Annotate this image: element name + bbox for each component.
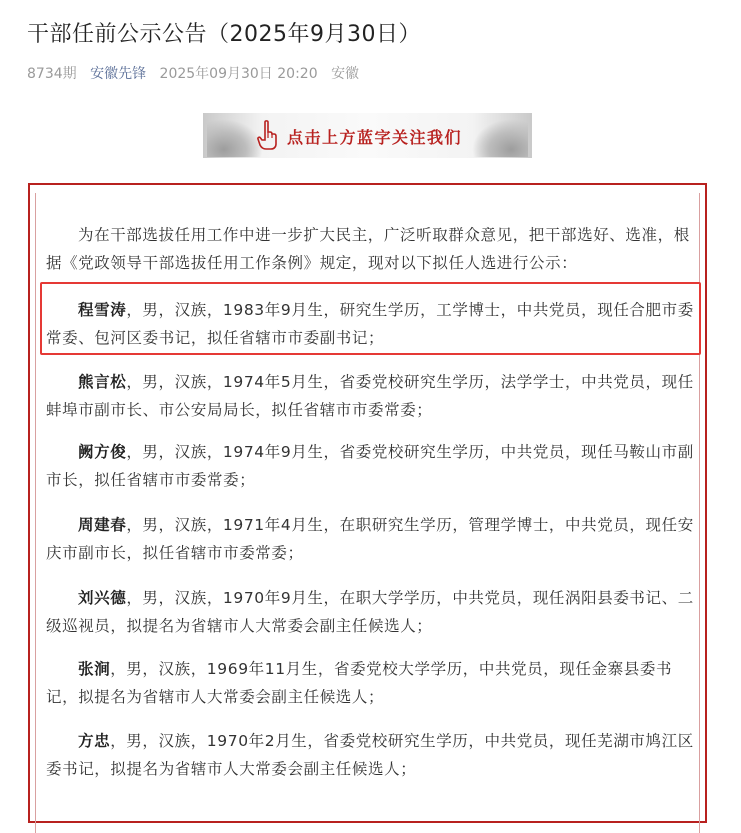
candidate-name: 程雪涛 (78, 301, 127, 319)
candidate-details: ，男，汉族，1971年4月生，在职研究生学历，管理学博士，中共党员，现任安庆市副市长，拟任省辖市市委常委； (46, 516, 694, 562)
candidate-item (46, 511, 696, 567)
mountain-decoration-right (472, 119, 528, 157)
candidate-item (46, 368, 696, 424)
follow-banner[interactable] (203, 113, 532, 158)
candidate-item (46, 296, 696, 352)
candidate-name: 熊言松 (78, 373, 127, 391)
issue-number: 8734期 (27, 66, 77, 82)
candidate-item (46, 438, 696, 494)
intro-paragraph (46, 221, 696, 277)
publish-location: 安徽 (331, 66, 360, 82)
candidate-name: 刘兴德 (78, 589, 127, 607)
intro-text: 为在干部选拔任用工作中进一步扩大民主，广泛听取群众意见，把干部选好、选准，根据《党政领导干部选拔任用工作条例》规定，现对以下拟任人选进行公示： (46, 226, 690, 272)
candidate-item (46, 584, 696, 640)
candidate-details: ，男，汉族，1970年9月生，在职大学学历，中共党员，现任涡阳县委书记、二级巡视员，拟提名为省辖市人大常委会副主任候选人； (46, 589, 694, 635)
account-name-link[interactable]: 安徽先锋 (90, 66, 147, 82)
candidate-details: ，男，汉族，1974年5月生，省委党校研究生学历，法学学士，中共党员，现任蚌埠市副市长、市公安局局长，拟任省辖市市委常委； (46, 373, 694, 419)
follow-prompt-text: 点击上方蓝字关注我们 (287, 128, 463, 147)
publish-datetime: 2025年09月30日 20:20 (159, 66, 318, 82)
candidate-details: ，男，汉族，1970年2月生，省委党校研究生学历，中共党员，现任芜湖市鸠江区委书记，拟提名为省辖市人大常委会副主任候选人； (46, 732, 694, 778)
candidate-item (46, 727, 696, 783)
article-meta (27, 63, 368, 83)
candidate-name: 张涧 (78, 660, 111, 678)
candidate-name: 阙方俊 (78, 443, 127, 461)
candidate-item (46, 655, 696, 711)
candidate-details: ，男，汉族，1983年9月生，研究生学历，工学博士，中共党员，现任合肥市委常委、包河区委书记，拟任省辖市市委副书记； (46, 301, 694, 347)
candidate-details: ，男，汉族，1969年11月生，省委党校大学学历，中共党员，现任金寨县委书记，拟提名为省辖市人大常委会副主任候选人； (46, 660, 673, 706)
candidate-details: ，男，汉族，1974年9月生，省委党校研究生学历，中共党员，现任马鞍山市副市长，拟任省辖市市委常委； (46, 443, 694, 489)
candidate-name: 周建春 (78, 516, 127, 534)
pointing-hand-icon (257, 120, 277, 150)
article-title: 干部任前公示公告（2025年9月30日） (27, 22, 421, 47)
candidate-name: 方忠 (78, 732, 111, 750)
mountain-decoration-left (207, 119, 263, 157)
